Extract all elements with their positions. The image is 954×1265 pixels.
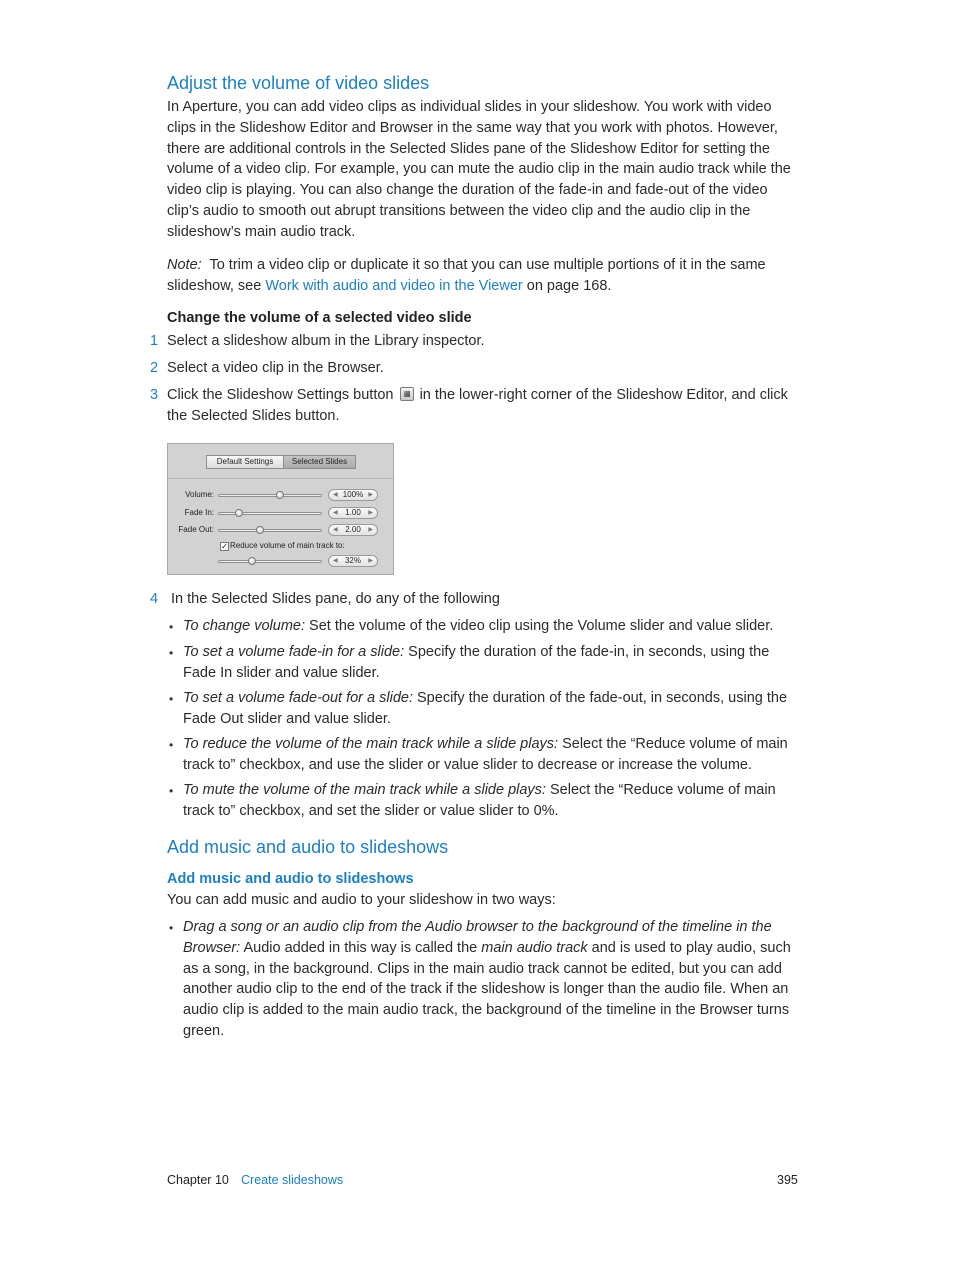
fade-out-value: 2.00 <box>345 525 361 534</box>
bullet-term: main audio track <box>481 939 588 956</box>
bullet-dot: • <box>169 620 174 634</box>
bullet-item <box>183 642 799 684</box>
step-text: Select a video clip in the Browser. <box>167 360 384 376</box>
bullet-lead: To reduce the volume of the main track while a slide plays: <box>183 736 559 752</box>
bullet-item <box>183 780 801 822</box>
increase-arrow-icon[interactable]: ▶ <box>368 492 373 498</box>
section-title: Add music and audio to slideshows <box>167 837 449 857</box>
selected-slides-tab[interactable]: Selected Slides <box>283 455 356 469</box>
step-text-before: Click the Slideshow Settings button <box>167 387 394 403</box>
footer-chapter-link[interactable]: Create slideshows <box>241 1173 344 1187</box>
bullet-item <box>183 917 799 1042</box>
step-text-after: in the lower-right corner of the Slideshow Editor, and click the Selected Slides button. <box>167 387 788 424</box>
volume-label: Volume: <box>185 490 214 499</box>
reduce-volume-slider[interactable] <box>218 560 322 563</box>
subheading: Add music and audio to slideshows <box>167 871 414 887</box>
volume-value-slider[interactable] <box>328 489 378 501</box>
intro-paragraph: In Aperture, you can add video clips as individual slides in your slideshow. You work with video clips in the Slideshow Editor and Browser in the same way that you work with photos. However, there are additional controls in the Selected Slides pane of the Slideshow Editor for setting the volume of a video clip. For example, you can mute the audio clip in the main audio track while the video clip is playing. You can also change the duration of the fade-in and fade-out of the video clip’s audio to smooth out abrupt transitions between the video clip and the audio clip in the slideshow’s main audio track. <box>167 99 791 240</box>
bullet-dot: • <box>169 692 174 706</box>
fade-in-slider-knob[interactable] <box>235 509 243 517</box>
bullet-text-after: and is used to play audio, such as a song, in the background. Clips in the main audio track cannot be edited, but you can add another audio clip to the end of the track if the slideshow is longer than the audio file. When an audio clip is added to the main audio track, the background of the timeline in the Browser turns green. <box>183 939 791 1039</box>
bullet-text: Set the volume of the video clip using the Volume slider and value slider. <box>309 618 774 634</box>
fade-in-value-slider[interactable] <box>328 507 378 519</box>
bullet-text: Select the “Reduce volume of main track to” checkbox, and use the slider or value slider to decrease or increase the volume. <box>183 736 788 773</box>
bullet-lead: To set a volume fade-out for a slide: <box>183 690 413 706</box>
volume-slider[interactable] <box>218 494 322 497</box>
step-text: In the Selected Slides pane, do any of the following <box>171 591 500 607</box>
bullet-dot: • <box>169 921 174 935</box>
decrease-arrow-icon[interactable]: ◀ <box>333 510 338 516</box>
step-text <box>167 385 799 427</box>
fade-out-label: Fade Out: <box>178 525 214 534</box>
note-text: To trim a video clip or duplicate it so that you can use multiple portions of it in the same slideshow, see <box>167 257 766 294</box>
reduce-volume-slider-knob[interactable] <box>248 557 256 565</box>
decrease-arrow-icon[interactable]: ◀ <box>333 558 338 564</box>
step-number: 1 <box>150 333 159 349</box>
bullet-text: Audio added in this way is called the <box>243 939 478 956</box>
bullet-lead: To change volume: <box>183 618 305 634</box>
note-text-after: on page 168. <box>526 277 612 294</box>
bullet-dot: • <box>169 784 174 798</box>
increase-arrow-icon[interactable]: ▶ <box>368 558 373 564</box>
panel-divider <box>168 478 393 479</box>
bullet-lead: To set a volume fade-in for a slide: <box>183 644 405 660</box>
bullet-item <box>183 734 799 776</box>
bullet-lead: To mute the volume of the main track while a slide plays: <box>183 782 546 798</box>
fade-in-value: 1.00 <box>345 508 361 517</box>
fade-in-label: Fade In: <box>184 508 214 517</box>
reduce-volume-value-slider[interactable] <box>328 555 378 567</box>
bullet-item <box>183 616 799 637</box>
bullet-text: Specify the duration of the fade-out, in seconds, using the Fade Out slider and value slider. <box>183 690 788 727</box>
footer-chapter: Chapter 10 <box>167 1173 229 1187</box>
bullet-dot: • <box>169 646 174 660</box>
increase-arrow-icon[interactable]: ▶ <box>368 510 373 516</box>
fade-out-slider-knob[interactable] <box>256 526 264 534</box>
default-settings-tab[interactable]: Default Settings <box>206 455 284 469</box>
bullet-dot: • <box>169 738 174 752</box>
bullet-lead: Drag a song or an audio clip from the Audio browser to the background of the timeline in the Browser: <box>183 919 772 956</box>
bullet-item <box>183 688 799 730</box>
fade-in-slider[interactable] <box>218 512 322 515</box>
bullet-text: Specify the duration of the fade-in, in seconds, using the Fade In slider and value slider. <box>183 644 770 681</box>
bullet-text: Select the “Reduce volume of main track to” checkbox, and set the slider or value slider to 0%. <box>183 782 776 819</box>
section-intro: You can add music and audio to your slideshow in two ways: <box>167 892 556 908</box>
slideshow-settings-icon <box>400 387 414 401</box>
selected-slides-panel <box>167 443 394 575</box>
decrease-arrow-icon[interactable]: ◀ <box>333 527 338 533</box>
step-number: 3 <box>150 387 159 403</box>
note-paragraph <box>167 255 797 297</box>
step-text: Select a slideshow album in the Library inspector. <box>167 333 485 349</box>
viewer-link[interactable]: Work with audio and video in the Viewer <box>265 277 523 294</box>
volume-value: 100% <box>342 490 364 499</box>
task-heading: Change the volume of a selected video slide <box>167 310 472 326</box>
section-title: Adjust the volume of video slides <box>167 73 430 93</box>
volume-slider-knob[interactable] <box>276 491 284 499</box>
fade-out-slider[interactable] <box>218 529 322 532</box>
decrease-arrow-icon[interactable]: ◀ <box>333 492 338 498</box>
step-number: 4 <box>150 591 159 607</box>
reduce-volume-checkbox[interactable]: ✓ <box>221 542 228 551</box>
page-number: 395 <box>777 1173 798 1187</box>
step-number: 2 <box>150 360 159 376</box>
fade-out-value-slider[interactable] <box>328 524 378 536</box>
note-label: Note: <box>167 257 202 273</box>
reduce-volume-label: Reduce volume of main track to: <box>230 541 345 550</box>
increase-arrow-icon[interactable]: ▶ <box>368 527 373 533</box>
reduce-volume-value: 32% <box>344 556 361 565</box>
